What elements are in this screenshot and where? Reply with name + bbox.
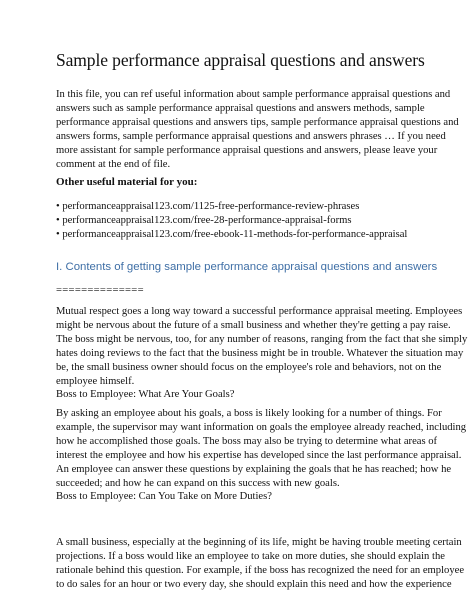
document-title: Sample performance appraisal questions and answers xyxy=(56,50,425,70)
link-text[interactable]: performanceappraisal123.com/free-28-performance-appraisal-forms xyxy=(62,214,352,226)
link-item[interactable] xyxy=(56,214,422,228)
paragraph-mutual-respect xyxy=(56,305,468,402)
paragraph-line: interest the employee and how his expertise has developed since the last performance appraisal. xyxy=(56,449,462,461)
paragraph-line: projections. If a boss would like an employee to take on more duties, she should explain the xyxy=(56,550,445,562)
subheading-line: Boss to Employee: What Are Your Goals? xyxy=(56,389,235,401)
link-text[interactable]: performanceappraisal123.com/1125-free-performance-review-phrases xyxy=(62,201,360,212)
intro-line: comment at the end of file. xyxy=(56,158,171,170)
separator-line: ============== xyxy=(56,285,144,296)
other-material-heading: Other useful material for you: xyxy=(56,176,198,188)
paragraph-line: how he accomplished those goals. The boss may also be trying to determine what areas of xyxy=(56,435,438,447)
section-heading: I. Contents of getting sample performance appraisal questions and answers xyxy=(56,261,438,273)
subheading-line: Boss to Employee: Can You Take on More Duties? xyxy=(56,491,272,503)
paragraph-line: rationale behind this question. For example, if the boss has recognized the need for an employee xyxy=(56,564,465,576)
link-text[interactable]: performanceappraisal123.com/free-ebook-11-methods-for-performance-appraisal xyxy=(62,228,408,240)
paragraph-line: succeeded; and how he can expand on this success with new goals. xyxy=(56,477,340,489)
paragraph-line: Mutual respect goes a long way toward a successful performance appraisal meeting. Employees xyxy=(56,306,463,317)
paragraph-more-duties xyxy=(56,536,465,592)
paragraph-line: be, the small business owner should focus on the employee's role and behaviors, not on the xyxy=(56,361,442,373)
paragraph-line: might be nervous about the future of a small business and whether they're getting a pay raise. xyxy=(56,319,451,331)
intro-line: performance appraisal questions and answers tips, sample performance appraisal questions and xyxy=(56,116,459,128)
paragraph-goals xyxy=(56,407,467,504)
paragraph-line: An employee can answer these questions by explaining the goals that he has reached; how he xyxy=(56,463,452,475)
intro-line: answers such as sample performance appraisal questions and answers methods, sample xyxy=(56,102,425,114)
paragraph-line: example, the supervisor may want information on goals the employee already reached, including xyxy=(56,421,467,433)
link-item[interactable] xyxy=(56,228,422,242)
link-item[interactable] xyxy=(56,200,422,214)
links-list xyxy=(56,200,422,242)
paragraph-line: to do sales for an hour or two every day, she should explain this need and how the experience xyxy=(56,578,452,590)
paragraph-line: The boss might be nervous, too, for any number of reasons, ranging from the fact that she simply xyxy=(56,333,468,345)
paragraph-line: By asking an employee about his goals, a boss is likely looking for a number of things. For xyxy=(56,408,442,419)
intro-line: more assistant for sample performance appraisal questions and answers, please leave your xyxy=(56,144,438,156)
paragraph-line: hates doing reviews to the fact that the business might be in trouble. Whatever the situation may xyxy=(56,347,464,359)
paragraph-line: employee himself. xyxy=(56,375,135,387)
intro-paragraph xyxy=(56,88,459,171)
paragraph-line: A small business, especially at the beginning of its life, might be having trouble meeting certain xyxy=(56,537,462,548)
intro-line: answers forms, sample performance appraisal questions and answers phrases … If you need xyxy=(56,130,446,142)
intro-line: In this file, you can ref useful information about sample performance appraisal questions and xyxy=(56,89,451,100)
